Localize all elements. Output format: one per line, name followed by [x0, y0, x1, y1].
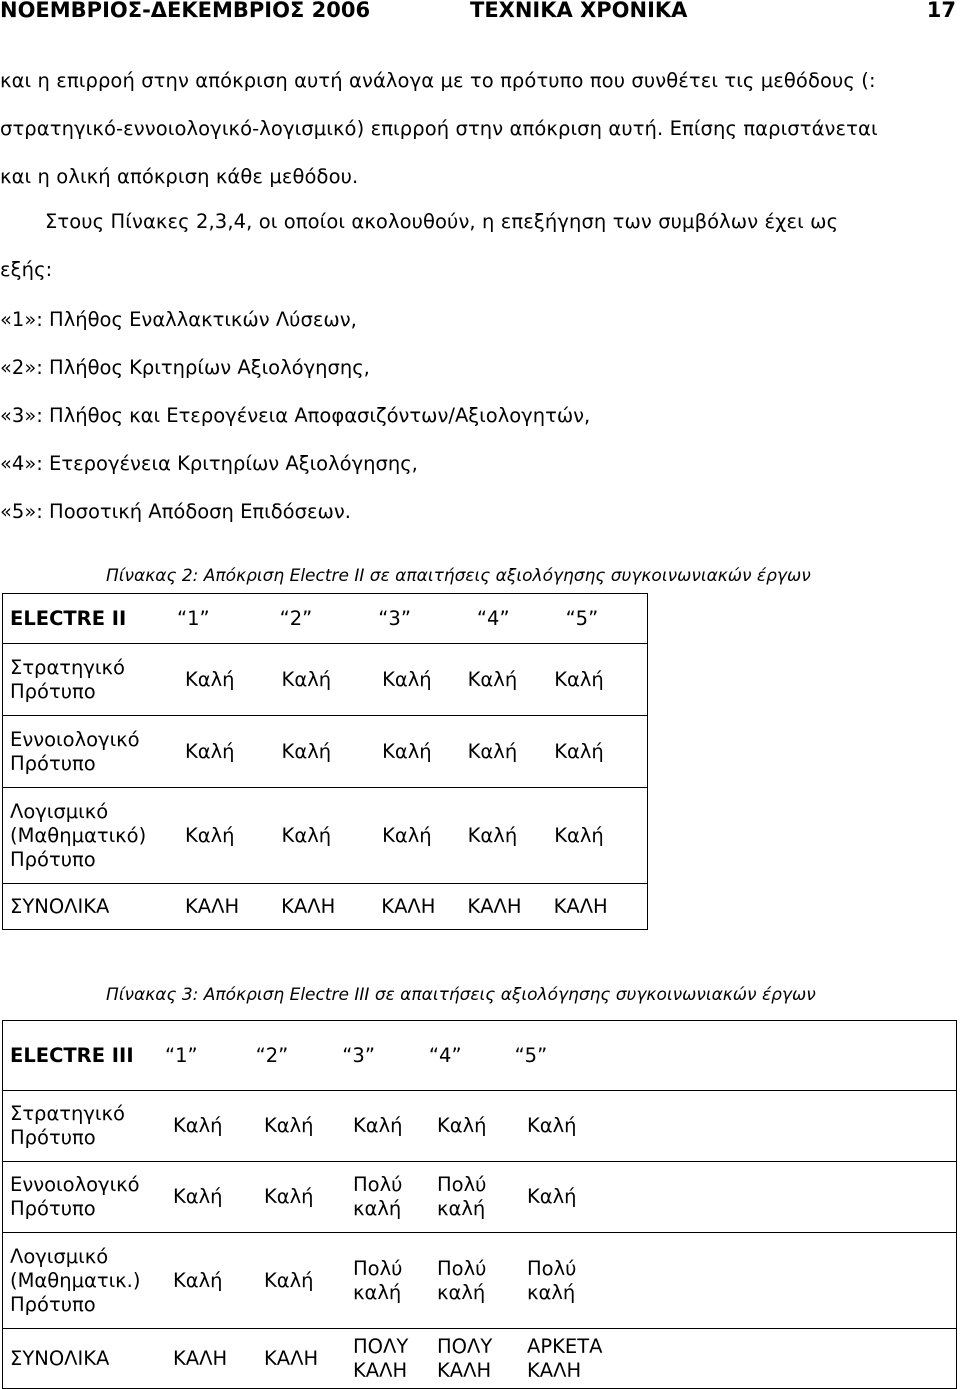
table-row — [3, 788, 648, 884]
table-cell: Καλή — [185, 823, 235, 847]
table-cell: Πολύ καλή — [353, 1256, 403, 1304]
table-header-row — [3, 594, 648, 644]
symbols-paragraph — [0, 198, 945, 294]
table-cell: ΚΑΛΗ — [173, 1346, 228, 1370]
table-row — [3, 644, 648, 716]
table-row — [3, 1162, 957, 1233]
legend-item: «2»: Πλήθος Κριτηρίων Αξιολόγησης, — [0, 356, 370, 379]
column-header: “4” — [428, 1043, 462, 1067]
table-cell: Καλή — [382, 739, 432, 763]
column-header: “3” — [342, 1043, 375, 1067]
text-line: και η επιρροή στην απόκριση αυτή ανάλογα με το πρότυπο που συνθέτει τις μεθόδους (: — [0, 69, 876, 92]
table-cell: Καλή — [382, 823, 432, 847]
table-cell: Καλή — [173, 1185, 223, 1208]
row-values — [163, 1091, 957, 1162]
table-cell: Καλή — [554, 739, 604, 763]
row-label: Στρατηγικό Πρότυπο — [3, 1091, 164, 1162]
table-totals-row — [3, 884, 648, 930]
table3-caption-text: : Απόκριση Electre III σε απαιτήσεις αξιολόγησης συγκοινωνιακών έργων — [192, 985, 816, 1005]
column-headers — [163, 607, 647, 631]
table-cell: ΚΑΛΗ — [281, 894, 336, 918]
column-header: “2” — [255, 1043, 289, 1067]
column-header: “2” — [279, 606, 313, 630]
column-header: “1” — [165, 1043, 198, 1067]
table-cell: ΚΑΛΗ — [381, 894, 436, 918]
legend-item: «5»: Ποσοτική Απόδοση Επιδόσεων. — [0, 500, 351, 523]
text-line: Στους Πίνακες 2,3,4, οι οποίοι ακολουθούν, η επεξήγηση των συμβόλων έχει ως — [45, 210, 839, 233]
table-cell: Πολύ καλή — [437, 1256, 487, 1304]
table3 — [2, 1020, 957, 1389]
table-cell: ΠΟΛΥ ΚΑΛΗ — [353, 1334, 409, 1382]
table-cell: Καλή — [554, 823, 604, 847]
column-header: “1” — [177, 606, 210, 630]
table2-title: ELECTRE II — [10, 606, 127, 630]
table3-title-cell — [3, 1021, 164, 1091]
table-row — [3, 716, 648, 788]
table-cell: Καλή — [173, 1268, 223, 1292]
table-cell: ΠΟΛΥ ΚΑΛΗ — [437, 1334, 493, 1382]
table-cell: Πολύ καλή — [527, 1256, 577, 1304]
table3-caption — [106, 985, 816, 1005]
table2-caption-text: : Απόκριση Electre II σε απαιτήσεις αξιολόγησης συγκοινωνιακών έργων — [192, 566, 811, 586]
table-cell: ΚΑΛΗ — [185, 894, 240, 918]
column-header: “5” — [565, 606, 599, 630]
row-values — [163, 1162, 957, 1233]
table2-caption-label: Πίνακας 2 — [106, 566, 193, 586]
table-cell: Καλή — [264, 1185, 314, 1208]
table2-title-cell — [3, 594, 164, 644]
table-totals-row — [3, 1329, 957, 1389]
row-label: Εννοιολογικό Πρότυπο — [3, 1162, 164, 1233]
table-cell: Καλή — [185, 739, 235, 763]
row-label: Στρατηγικό Πρότυπο — [3, 644, 164, 716]
table-cell: ΚΑΛΗ — [467, 894, 522, 918]
header-journal-title: ΤΕΧΝΙΚΑ ΧΡΟΝΙΚΑ — [470, 0, 688, 22]
table-cell: Καλή — [264, 1268, 314, 1292]
column-headers — [163, 1044, 956, 1068]
text-line: στρατηγικό-εννοιολογικό-λογισμικό) επιρροή στην απόκριση αυτή. Επίσης παριστάνεται — [0, 117, 878, 140]
totals-values — [163, 884, 648, 930]
table3-title: ELECTRE III — [10, 1043, 134, 1067]
table-cell: ΚΑΛΗ — [264, 1346, 319, 1370]
legend-item: «3»: Πλήθος και Ετερογένεια Αποφασιζόντων/Αξιολογητών, — [0, 404, 591, 427]
table2-columns-cell — [163, 594, 648, 644]
table-cell: Καλή — [467, 739, 518, 763]
table-cell: Καλή — [281, 667, 332, 691]
row-values — [163, 1233, 957, 1329]
text-line: εξής: — [0, 258, 53, 281]
table-cell: Καλή — [173, 1114, 223, 1137]
column-header: “3” — [378, 606, 411, 630]
table-cell: Καλή — [467, 667, 518, 691]
table-cell: Καλή — [527, 1185, 577, 1208]
table-header-row — [3, 1021, 957, 1091]
totals-label: ΣΥΝΟΛΙΚΑ — [3, 1329, 164, 1389]
row-label: Λογισμικό (Μαθηματικ.) Πρότυπο — [3, 1233, 164, 1329]
row-values — [163, 788, 648, 884]
legend-item: «1»: Πλήθος Εναλλακτικών Λύσεων, — [0, 308, 357, 331]
table2-caption — [106, 566, 811, 586]
table-cell: Καλή — [554, 667, 604, 691]
table3-columns-cell — [163, 1021, 957, 1091]
page-header — [0, 0, 960, 22]
intro-paragraph — [0, 57, 945, 201]
table-cell: Καλή — [382, 667, 432, 691]
legend-item: «4»: Ετερογένεια Κριτηρίων Αξιολόγησης, — [0, 452, 418, 475]
column-header: “5” — [514, 1043, 548, 1067]
table-row — [3, 1233, 957, 1329]
text-line: και η ολική απόκριση κάθε μεθόδου. — [0, 165, 359, 188]
row-label: Εννοιολογικό Πρότυπο — [3, 716, 164, 788]
table-cell: ΑΡΚΕΤΑ ΚΑΛΗ — [527, 1334, 603, 1382]
table-cell: Καλή — [264, 1114, 314, 1137]
symbols-legend — [0, 296, 590, 536]
table3-caption-label: Πίνακας 3 — [106, 985, 193, 1005]
table-cell: Καλή — [437, 1114, 487, 1137]
totals-values — [163, 1329, 957, 1389]
table-cell: Καλή — [185, 667, 235, 691]
table-cell: Καλή — [353, 1114, 403, 1137]
row-values — [163, 716, 648, 788]
table-cell: Καλή — [281, 739, 332, 763]
column-header: “4” — [476, 606, 510, 630]
header-page-number: 17 — [926, 0, 956, 22]
row-values — [163, 644, 648, 716]
table-cell: Πολύ καλή — [353, 1173, 403, 1220]
table-cell: Πολύ καλή — [437, 1173, 487, 1220]
table2 — [2, 593, 648, 930]
table-row — [3, 1091, 957, 1162]
header-issue-date: ΝΟΕΜΒΡΙΟΣ-ΔΕΚΕΜΒΡΙΟΣ 2006 — [0, 0, 371, 22]
table-cell: ΚΑΛΗ — [553, 894, 608, 918]
row-label: Λογισμικό (Μαθηματικό) Πρότυπο — [3, 788, 164, 884]
table-cell: Καλή — [281, 823, 332, 847]
totals-label: ΣΥΝΟΛΙΚΑ — [3, 884, 164, 930]
table-cell: Καλή — [467, 823, 518, 847]
table-cell: Καλή — [527, 1114, 577, 1137]
